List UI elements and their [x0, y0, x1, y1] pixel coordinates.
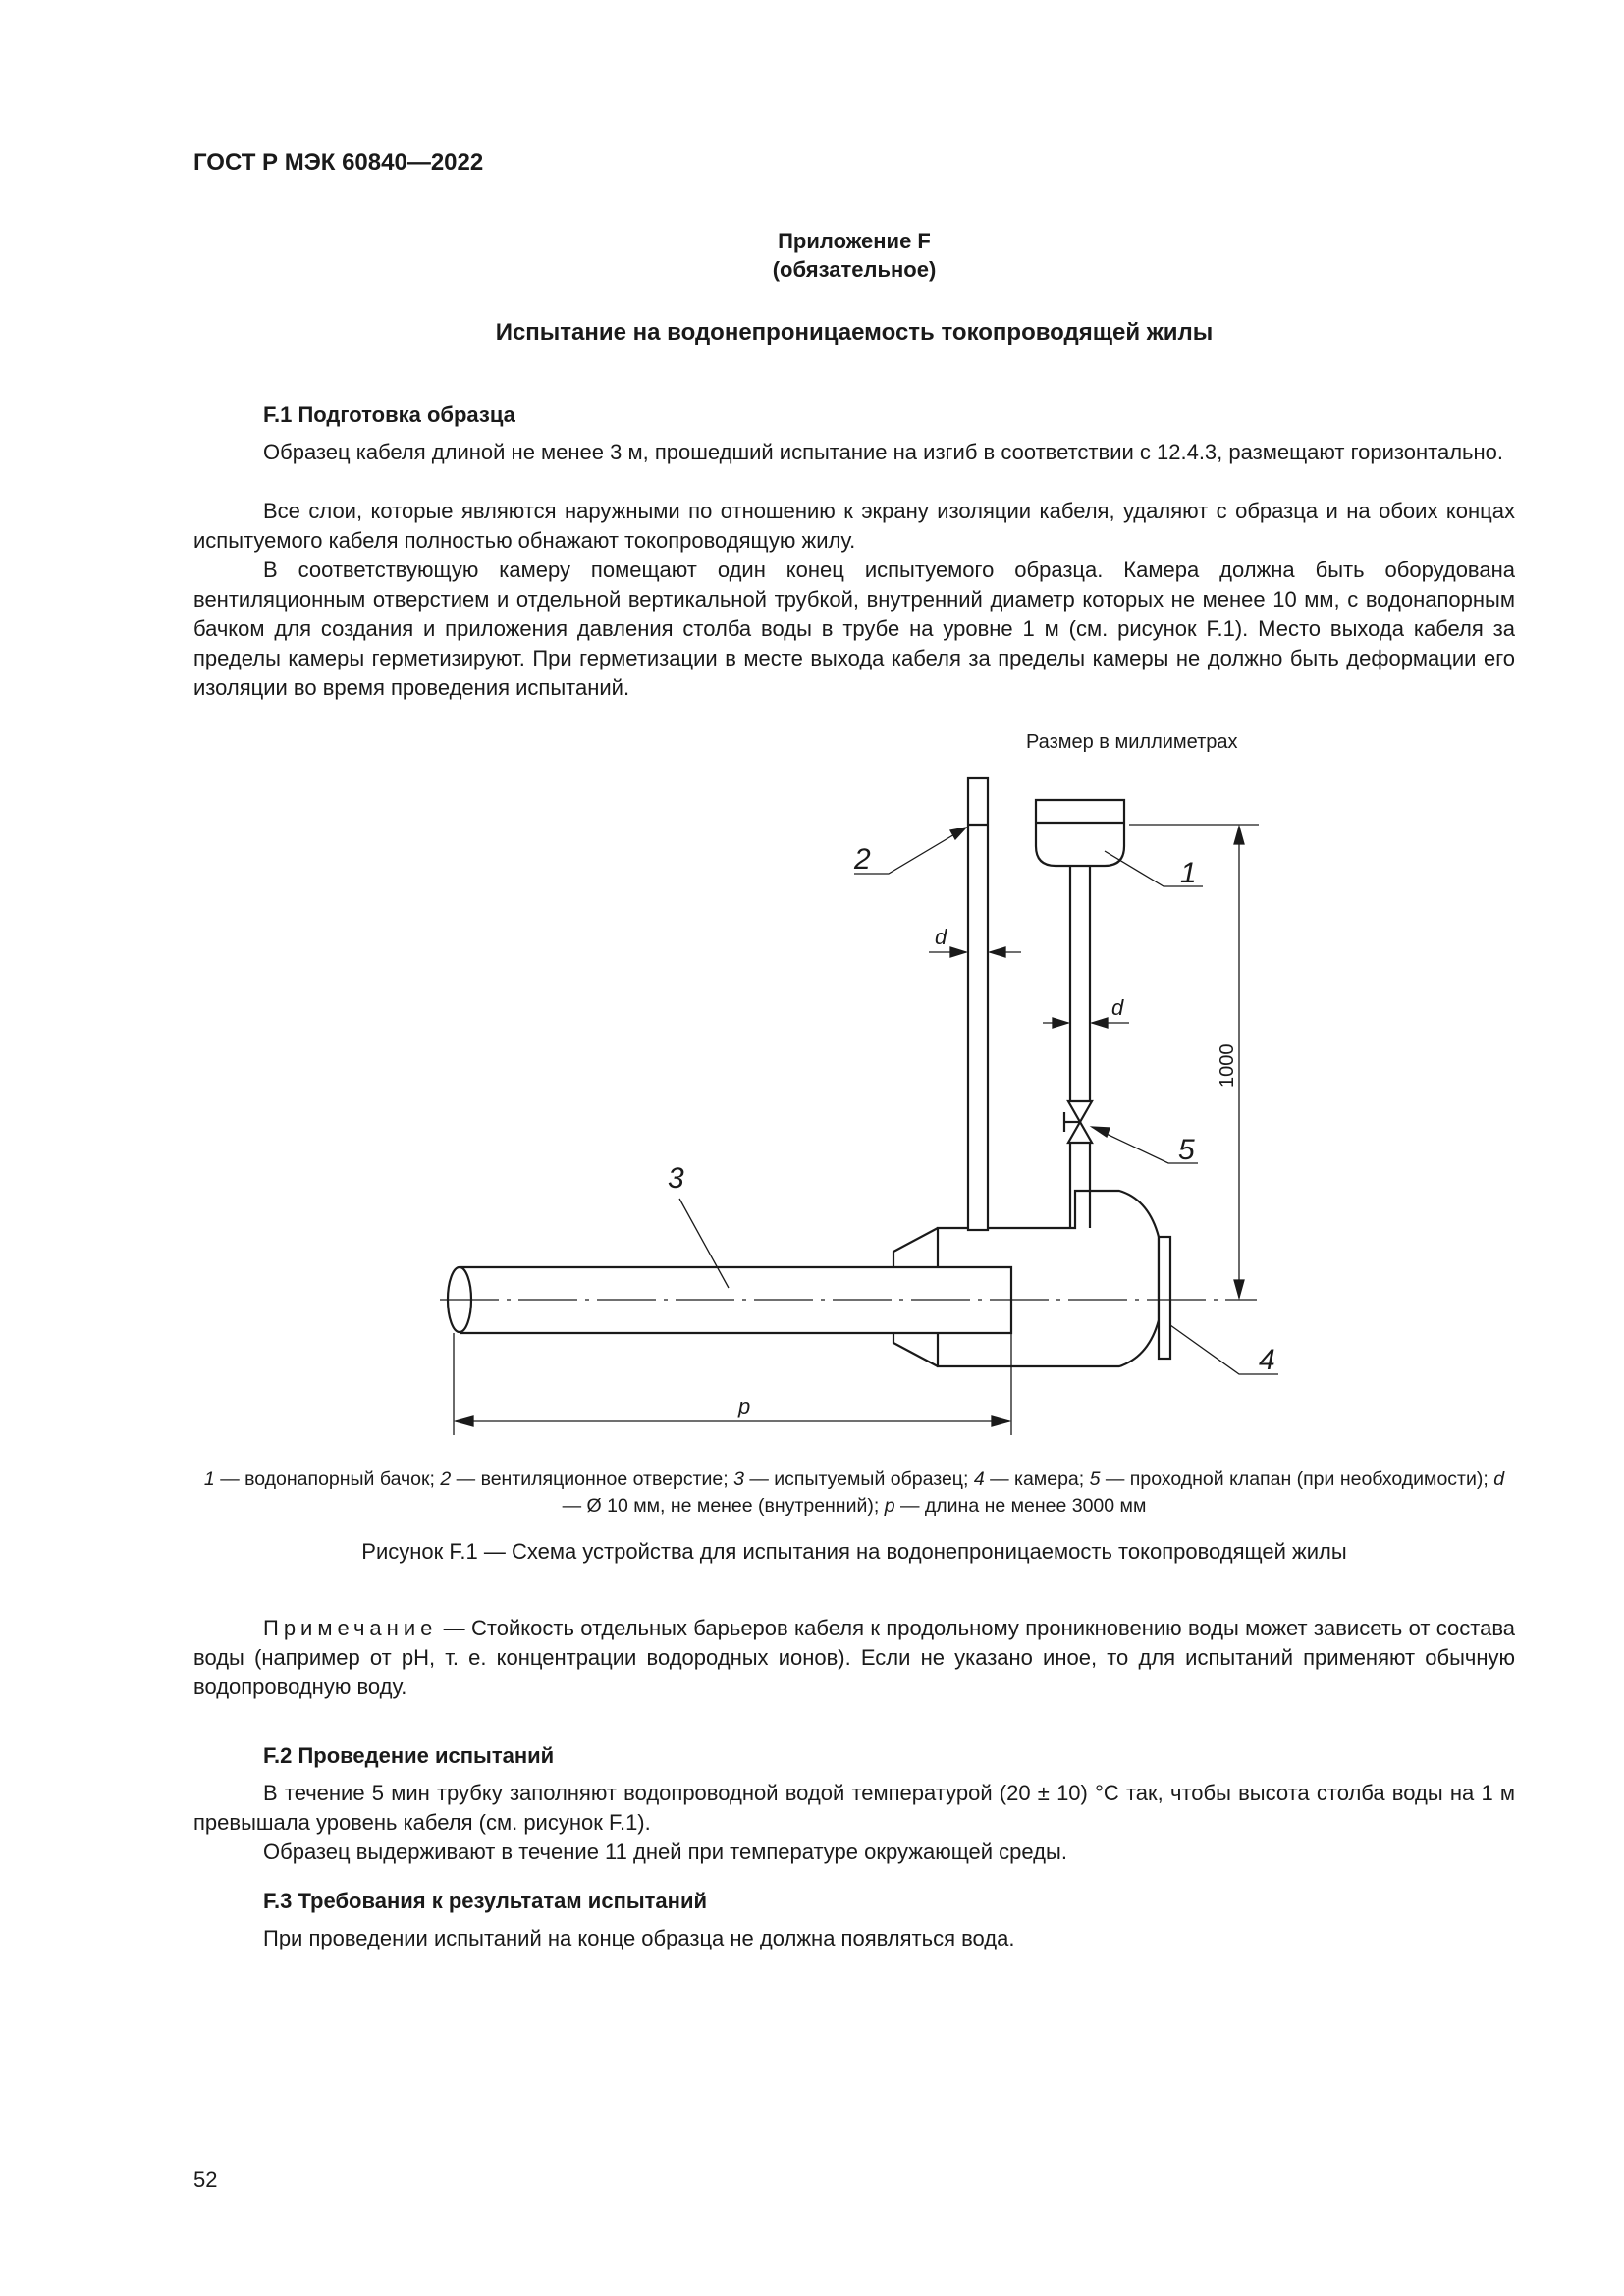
figure-legend [193, 1467, 1515, 1520]
section-f2-heading: F.2 Проведение испытаний [263, 1743, 555, 1768]
label-p: p [738, 1394, 751, 1418]
section-f2-paragraph-2: Образец выдерживают в течение 11 дней при температуре окружающей среды. [263, 1840, 1067, 1864]
legend-text-1: — водонапорный бачок; [214, 1468, 441, 1490]
figure-caption: Рисунок F.1 — Схема устройства для испытания на водонепроницаемость токопроводящей жилы [361, 1539, 1347, 1564]
section-f1-paragraph-2: Все слои, которые являются наружными по отношению к экрану изоляции кабеля, удаляют с образца и на обоих концах испытуемого кабеля полностью обнажают токопроводящую жилу. [193, 499, 1515, 553]
label-item-4: 4 [1259, 1344, 1275, 1376]
legend-text-3: — испытуемый образец; [743, 1468, 974, 1490]
vent-tube [968, 778, 988, 1230]
document-header: ГОСТ Р МЭК 60840—2022 [193, 149, 484, 176]
legend-num-5: 5 [1089, 1468, 1101, 1490]
figure-units-note: Размер в миллиметрах [1026, 731, 1238, 753]
legend-num-d: d [1493, 1468, 1505, 1490]
annex-title: Приложение F [778, 229, 931, 253]
legend-num-2: 2 [440, 1468, 452, 1490]
label-d-vent: d [935, 925, 947, 949]
annex-status: (обязательное) [772, 257, 937, 282]
legend-num-1: 1 [203, 1468, 215, 1490]
legend-text-d: — Ø 10 мм, не менее (внутренний); [562, 1495, 885, 1517]
legend-num-4: 4 [973, 1468, 985, 1490]
note-text: — Стойкость отдельных барьеров кабеля к продольному проникновению воды может зависеть от состава воды (например от pH, т. е. концентрации водородных ионов). Если не указано иное, то для испытаний применяют обычную водопроводную воду. [193, 1616, 1515, 1699]
label-item-5: 5 [1178, 1134, 1195, 1166]
section-f1-paragraph-1: Образец кабеля длиной не менее 3 м, прошедший испытание на изгиб в соответствии с 12.4.3, размещают горизонтально. [263, 440, 1503, 464]
section-f3-heading: F.3 Требования к результатам испытаний [263, 1889, 707, 1913]
section-f3-paragraph-1: При проведении испытаний на конце образца не должна появляться вода. [263, 1926, 1015, 1950]
legend-text-2: — вентиляционное отверстие; [451, 1468, 734, 1490]
note-block [193, 1614, 1515, 1702]
chamber-end-flange [1159, 1237, 1170, 1359]
label-d-supply: d [1111, 995, 1124, 1020]
section-f1-paragraph-3: В соответствующую камеру помещают один конец испытуемого образца. Камера должна быть оборудована вентиляционным отверстием и отдельной вертикальной трубкой, внутренний диаметр которых не менее 10 мм, с водонапорным бачком для создания и приложения давления столба воды в трубе на уровне 1 м (см. рисунок F.1). Место выхода кабеля за пределы камеры герметизируют. При герметизации в месте выхода кабеля за пределы камеры не должно быть деформации его изоляции во время проведения испытаний. [193, 558, 1515, 700]
document-title: Испытание на водонепроницаемость токопроводящей жилы [495, 319, 1214, 346]
legend-num-p: p [884, 1495, 895, 1517]
label-item-1: 1 [1180, 857, 1197, 889]
legend-text-5: — проходной клапан (при необходимости); [1100, 1468, 1494, 1490]
page-number: 52 [193, 2167, 218, 2192]
water-tank [1036, 800, 1124, 866]
label-item-3: 3 [668, 1162, 684, 1195]
section-f2-paragraph-1: В течение 5 мин трубку заполняют водопроводной водой температурой (20 ± 10) °С так, чтобы высота столба воды на 1 м превышала уровень кабеля (см. рисунок F.1). [193, 1781, 1515, 1835]
section-f1-heading: F.1 Подготовка образца [263, 402, 515, 427]
label-item-2: 2 [854, 843, 871, 876]
legend-text-4: — камера; [984, 1468, 1090, 1490]
legend-num-3: 3 [733, 1468, 744, 1490]
legend-text-p: — длина не менее 3000 мм [894, 1495, 1147, 1517]
label-dim-1000: 1000 [1217, 1043, 1238, 1088]
note-label: Примечание [263, 1616, 438, 1640]
